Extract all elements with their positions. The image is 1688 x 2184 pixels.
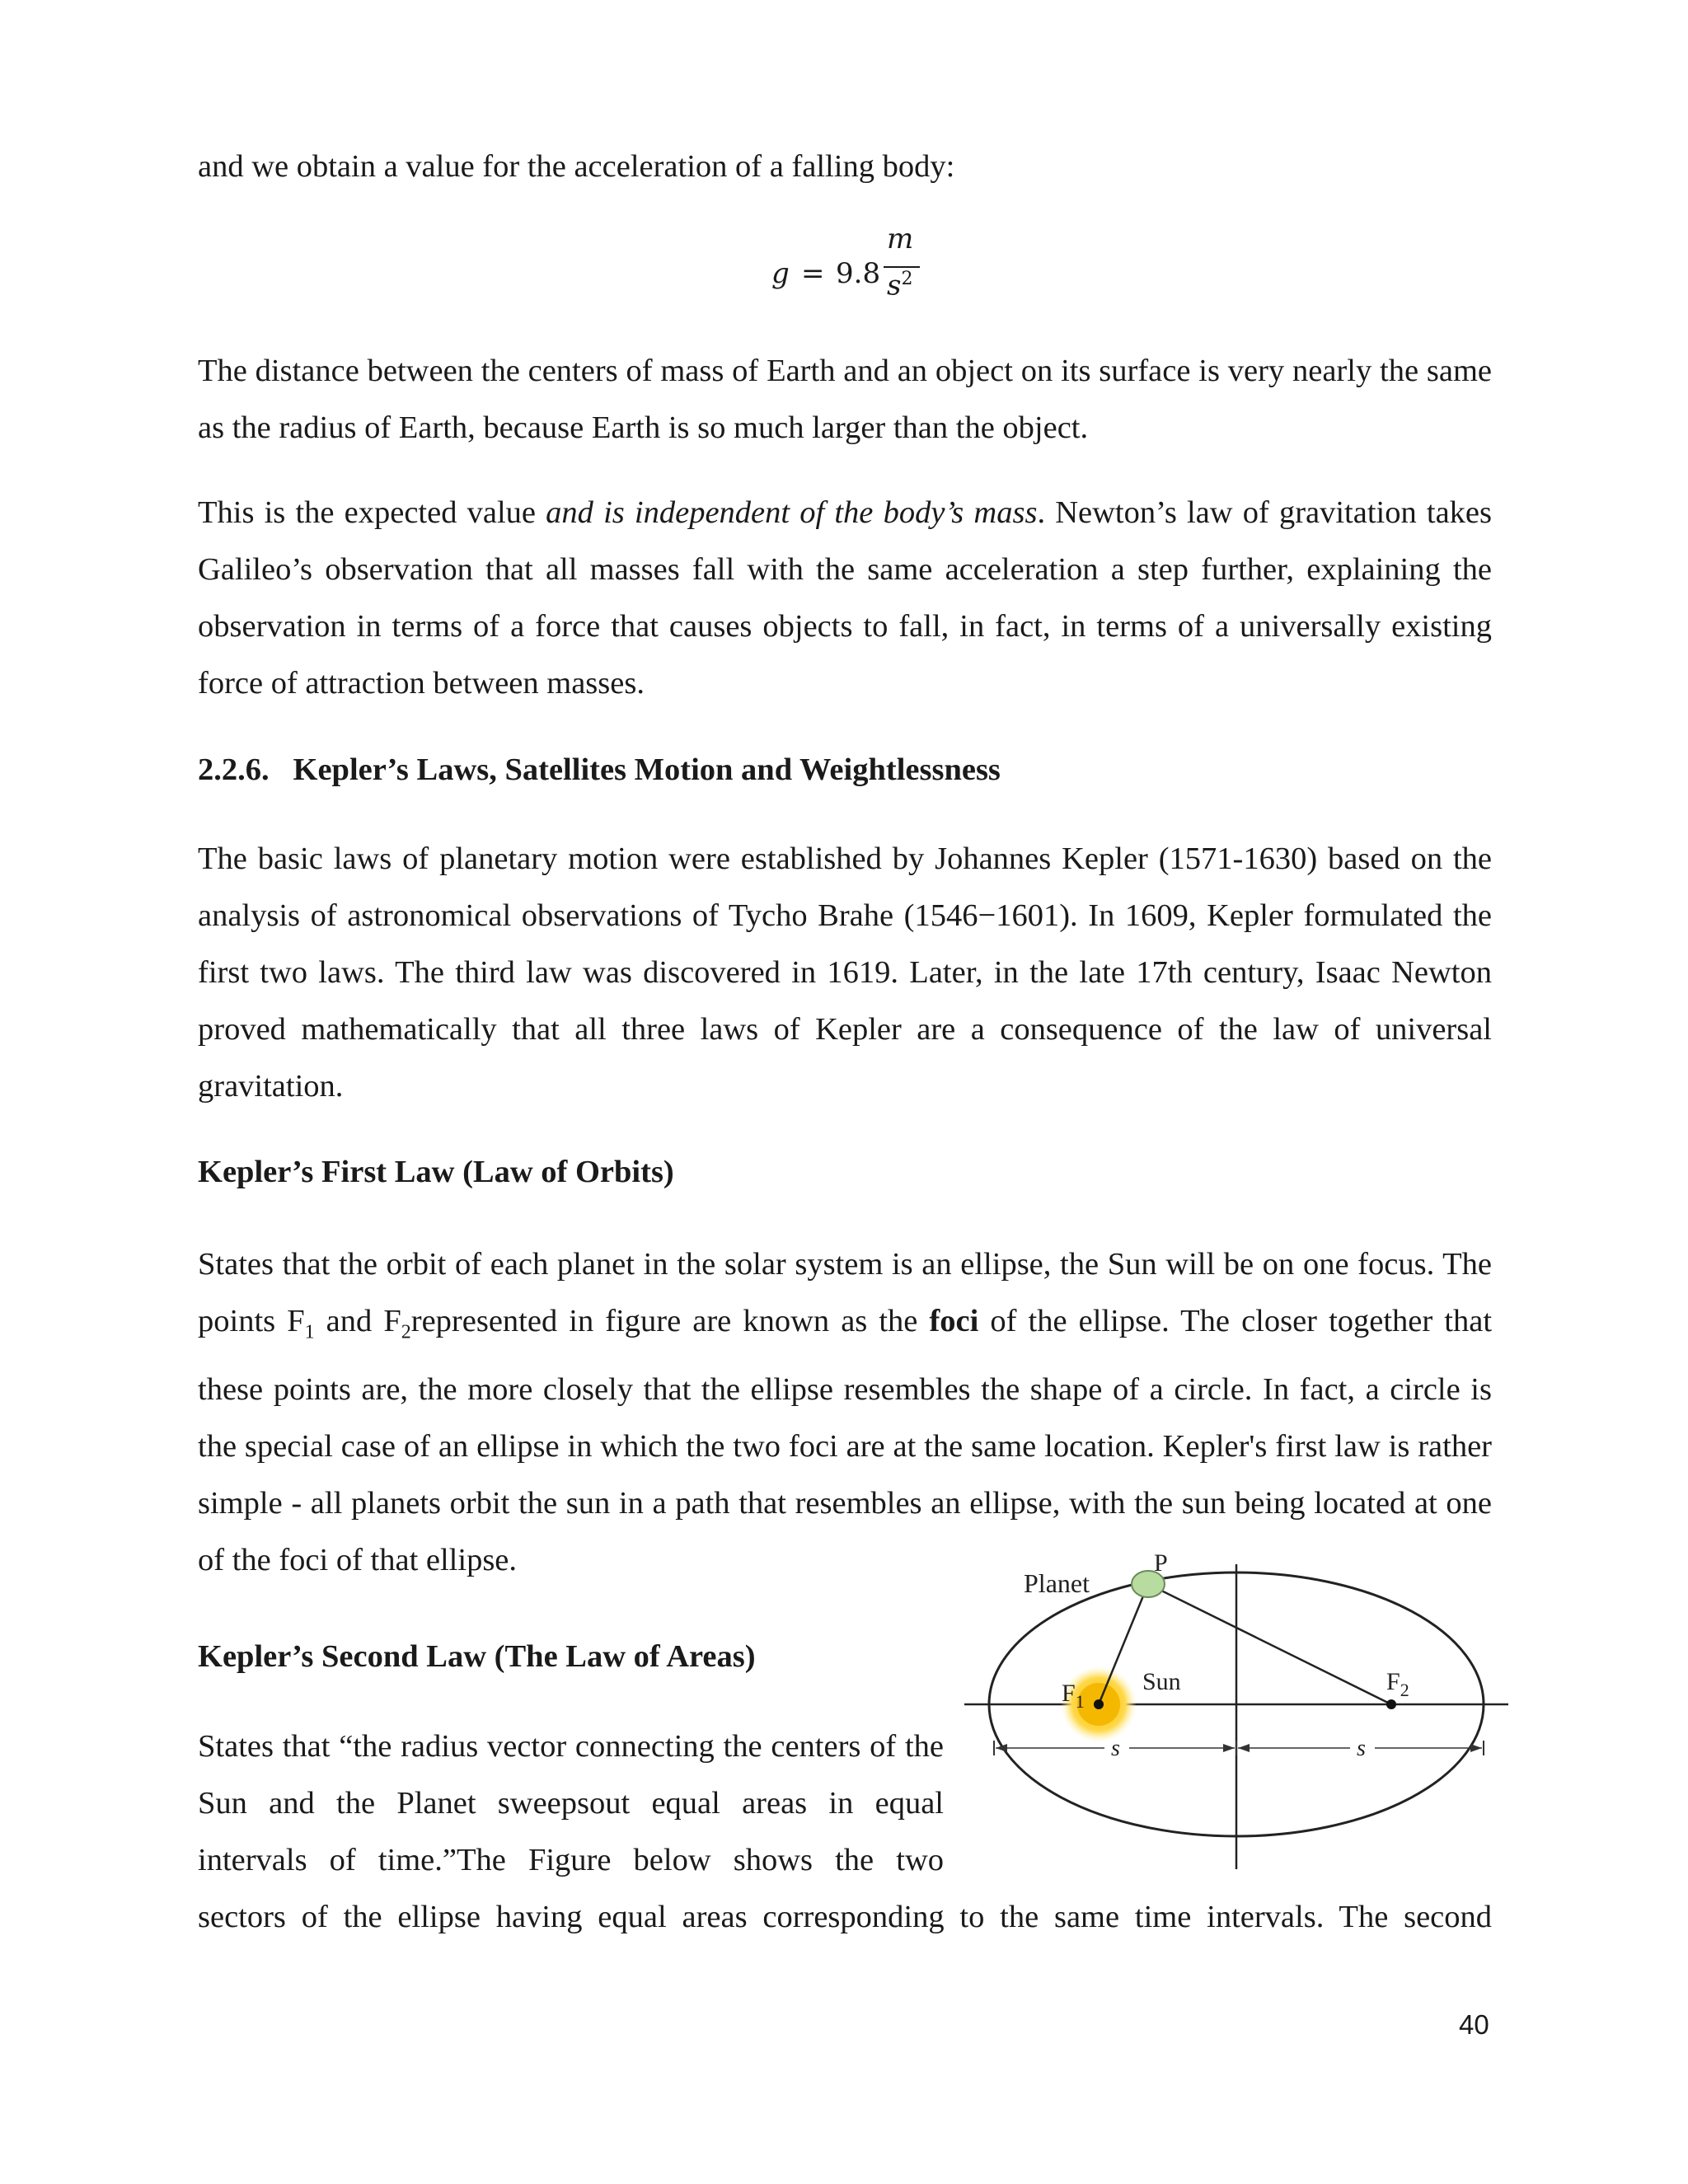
page-number: 40 [1459, 2009, 1489, 2040]
sun-label: Sun [1142, 1668, 1181, 1695]
equation-value: 9.8 [836, 257, 881, 290]
foci-term: foci [929, 1304, 979, 1338]
fraction-bar [884, 266, 920, 268]
arrowhead-center-left [1223, 1744, 1235, 1752]
arrowhead-center-right [1238, 1744, 1250, 1752]
second-law-paragraph: States that “the radius vector connecting the centers of the Sun and the Planet sweepsout equal areas in equal intervals of time.”The Figure below shows the two [198, 1729, 944, 1877]
intro-paragraph: and we obtain a value for the acceleration of a falling body: [198, 149, 955, 184]
kepler-orbit-figure [956, 1540, 1517, 1886]
equation-equals: = [801, 257, 825, 290]
second-law-continuation: sectors of the ellipse having equal areas corresponding to the same time intervals. The second [198, 1900, 1492, 1934]
focus-2-label: $F_2$ [1386, 1668, 1409, 1700]
section-heading: 2.2.6. Kepler’s Laws, Satellites Motion and Weightlessness [198, 752, 1001, 787]
distance-s-left: s [1111, 1736, 1120, 1761]
point-p-label: P [1154, 1549, 1168, 1577]
equation-denominator: $s^2$ [887, 269, 913, 302]
history-paragraph: The basic laws of planetary motion were established by Johannes Kepler (1571-1630) based on the analysis of astronomical observations of Tycho Brahe (1546−1601). In 1609, Kepler formulated the first two laws. The third law was discovered in 1619. Later, in the late 17th century, Isaac Newton proved mathematically that all three laws of Kepler are a consequence of the law of universal gravitation. [198, 841, 1492, 1104]
expected-value-paragraph: This is the expected value and is independent of the body’s mass. Newton’s law of gravitation takes Galileo’s observation that all masses fall with the same acceleration a step further, explaining the observation in terms of a force that causes objects to fall, in fact, in terms of a universally existing force of attraction between masses. [198, 495, 1493, 701]
radius-paragraph: The distance between the centers of mass of Earth and an object on its surface is very nearly the same as the radius of Earth, because Earth is so much larger than the object. [198, 354, 1492, 445]
focus-1-label: $F_1$ [1062, 1680, 1085, 1712]
arrowhead-right [1470, 1744, 1482, 1752]
first-law-heading: Kepler’s First Law (Law of Orbits) [198, 1155, 674, 1189]
equation-numerator: m [887, 223, 914, 255]
first-law-paragraph: States that the orbit of each planet in the solar system is an ellipse, the Sun will be on one focus. The points $F_1$ and $F_2represented$ in figure are known as the foci of the ellipse. The closer together that these points are, the more closely that the ellipse resembles the shape of a circle. In fact, a circle is the special case of an ellipse in which the two foci are at the same location. Kepler's first law is rather simple - all planets orbit the sun in a path that resembles an ellipse, with the sun being located at one of the foci of that ellipse. [198, 1247, 1493, 1577]
focus-1-dot [1094, 1699, 1104, 1709]
planet-label: Planet [1024, 1568, 1090, 1598]
distance-s-right: s [1357, 1736, 1366, 1761]
radius-vector-f2 [1148, 1584, 1391, 1704]
second-law-heading: Kepler’s Second Law (The Law of Areas) [198, 1639, 756, 1674]
focus-2-dot [1386, 1699, 1396, 1709]
italic-emphasis: and is independent of the body’s mass [546, 495, 1038, 530]
equation-lhs: g [771, 257, 790, 290]
